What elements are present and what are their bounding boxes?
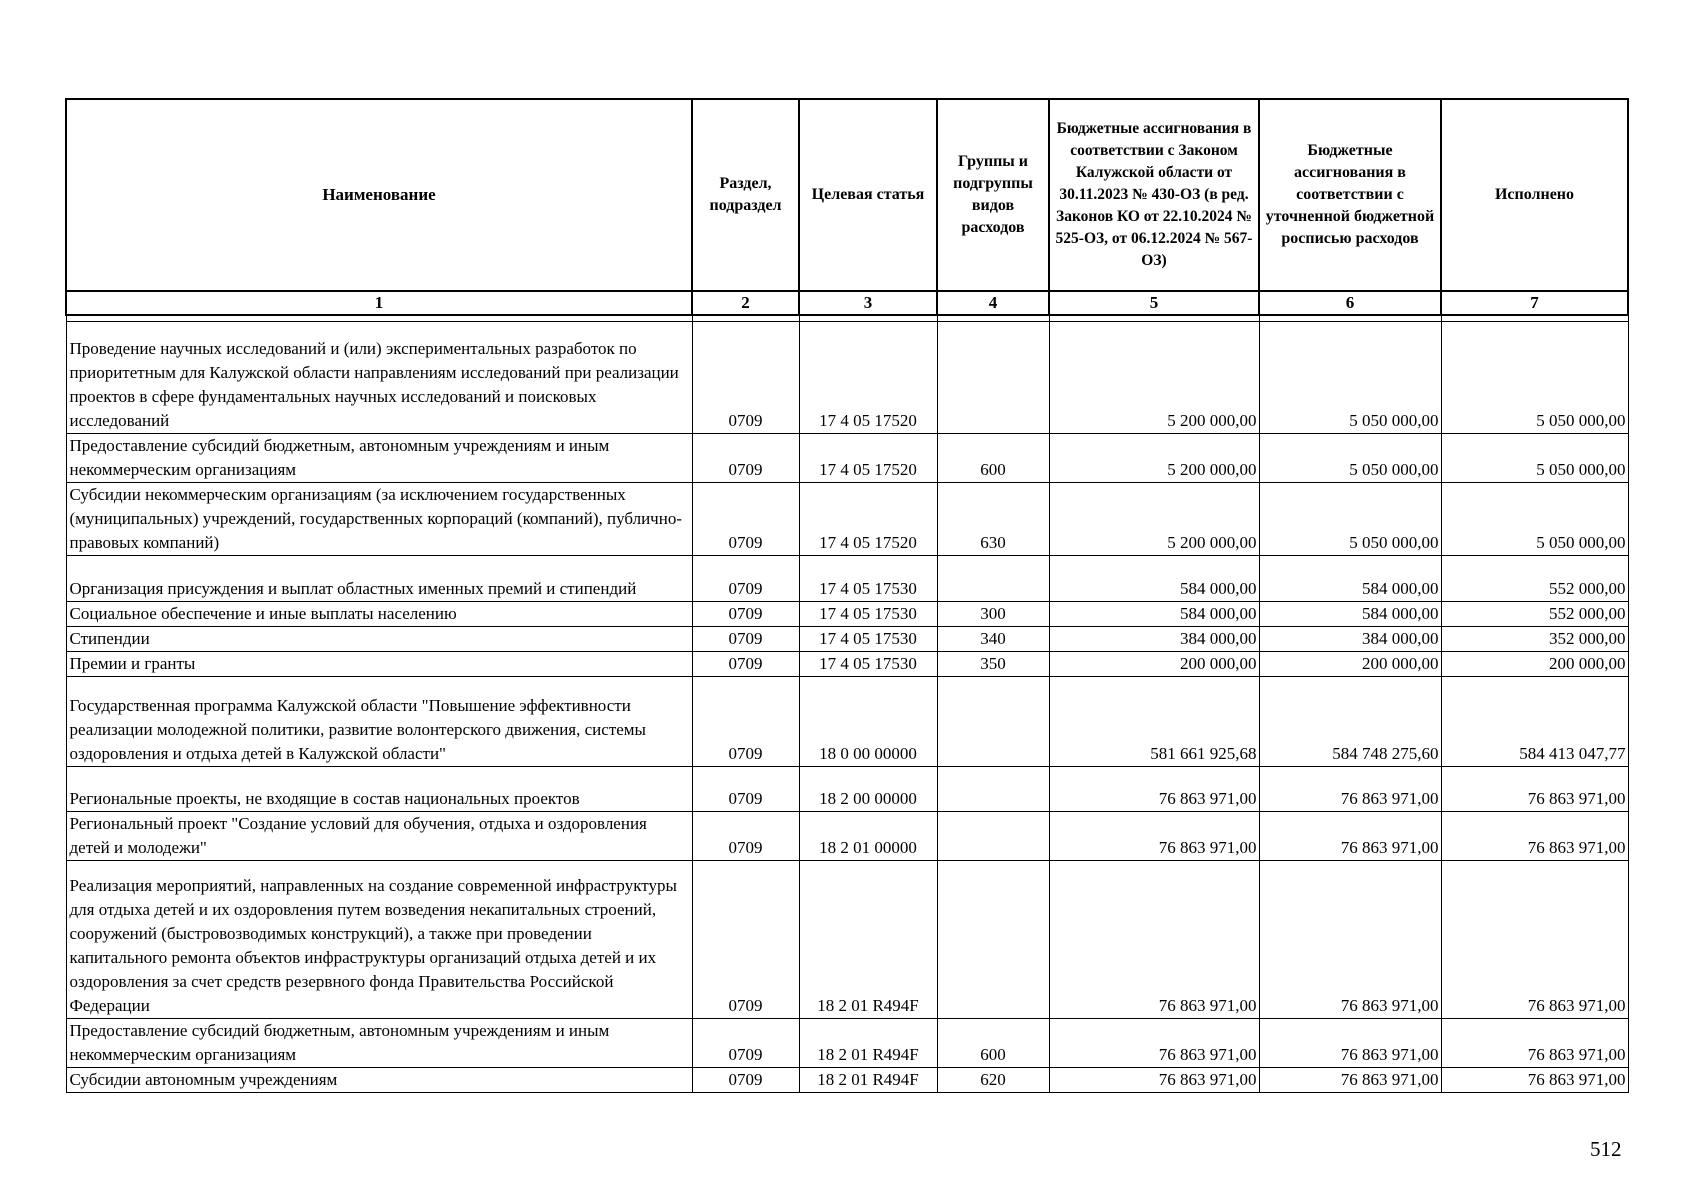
row-group (937, 861, 1049, 1019)
row-law-amount: 76 863 971,00 (1049, 1019, 1259, 1068)
row-law-amount: 200 000,00 (1049, 652, 1259, 677)
row-name: Реализация мероприятий, направленных на создание современной инфраструктуры для отдыха детей и их оздоровления путем возведения некапитальных строений, сооружений (быстровозводимых конструкций), а также при проведении капитального ремонта объектов инфраструктуры организаций отдыха детей и их оздоровления за счет средств резервного фонда Правительства Российской Федерации (66, 861, 692, 1019)
column-number: 6 (1259, 291, 1441, 315)
row-law-amount: 5 200 000,00 (1049, 434, 1259, 483)
row-target: 17 4 05 17520 (799, 434, 937, 483)
row-refined-amount: 76 863 971,00 (1259, 861, 1441, 1019)
row-law-amount: 76 863 971,00 (1049, 861, 1259, 1019)
row-executed-amount: 352 000,00 (1441, 627, 1628, 652)
column-number: 7 (1441, 291, 1628, 315)
row-group: 300 (937, 602, 1049, 627)
row-group (937, 322, 1049, 434)
table-row (66, 677, 1628, 767)
header-law: Бюджетные ассигнования в соответствии с Законом Калужской области от 30.11.2023 № 430-ОЗ (в ред. Законов КО от 22.10.2024 № 525-ОЗ, от 06.12.2024 № 567-ОЗ) (1049, 99, 1259, 291)
row-law-amount: 76 863 971,00 (1049, 767, 1259, 812)
table-row (66, 556, 1628, 602)
row-target: 17 4 05 17530 (799, 602, 937, 627)
header-executed: Исполнено (1441, 99, 1628, 291)
row-section: 0709 (692, 483, 799, 556)
row-name: Субсидии автономным учреждениям (66, 1068, 692, 1093)
row-section: 0709 (692, 1068, 799, 1093)
row-target: 18 2 01 00000 (799, 812, 937, 861)
table-row (66, 812, 1628, 861)
row-group (937, 556, 1049, 602)
row-name: Региональный проект "Создание условий для обучения, отдыха и оздоровления детей и молодежи" (66, 812, 692, 861)
row-executed-amount: 5 050 000,00 (1441, 434, 1628, 483)
budget-table (65, 98, 1629, 1093)
row-section: 0709 (692, 812, 799, 861)
row-section: 0709 (692, 602, 799, 627)
header-target: Целевая статья (799, 99, 937, 291)
row-law-amount: 76 863 971,00 (1049, 812, 1259, 861)
row-executed-amount: 552 000,00 (1441, 602, 1628, 627)
table-row (66, 1068, 1628, 1093)
table-row (66, 767, 1628, 812)
row-group (937, 677, 1049, 767)
row-name: Социальное обеспечение и иные выплаты населению (66, 602, 692, 627)
column-number: 2 (692, 291, 799, 315)
row-executed-amount: 76 863 971,00 (1441, 767, 1628, 812)
row-section: 0709 (692, 434, 799, 483)
row-group: 620 (937, 1068, 1049, 1093)
row-name: Предоставление субсидий бюджетным, автономным учреждениям и иным некоммерческим организациям (66, 1019, 692, 1068)
row-name: Проведение научных исследований и (или) экспериментальных разработок по приоритетным для Калужской области направлениям исследований при реализации проектов в сфере фундаментальных научных исследований и поисковых исследований (66, 322, 692, 434)
row-group: 600 (937, 1019, 1049, 1068)
table-row (66, 322, 1628, 434)
row-refined-amount: 584 000,00 (1259, 556, 1441, 602)
row-target: 18 0 00 00000 (799, 677, 937, 767)
row-refined-amount: 76 863 971,00 (1259, 812, 1441, 861)
header-section: Раздел, подраздел (692, 99, 799, 291)
row-law-amount: 581 661 925,68 (1049, 677, 1259, 767)
header-groups: Группы и подгруппы видов расходов (937, 99, 1049, 291)
row-name: Государственная программа Калужской области "Повышение эффективности реализации молодежной политики, развитие волонтерского движения, системы оздоровления и отдыха детей в Калужской области" (66, 677, 692, 767)
row-executed-amount: 5 050 000,00 (1441, 322, 1628, 434)
row-executed-amount: 584 413 047,77 (1441, 677, 1628, 767)
row-refined-amount: 384 000,00 (1259, 627, 1441, 652)
row-group: 340 (937, 627, 1049, 652)
row-executed-amount: 76 863 971,00 (1441, 1068, 1628, 1093)
column-numbers-row (66, 291, 1628, 315)
row-name: Субсидии некоммерческим организациям (за исключением государственных (муниципальных) учреждений, государственных корпораций (компаний), публично-правовых компаний) (66, 483, 692, 556)
row-group (937, 767, 1049, 812)
row-law-amount: 584 000,00 (1049, 556, 1259, 602)
column-number: 1 (66, 291, 692, 315)
row-name: Премии и гранты (66, 652, 692, 677)
row-executed-amount: 76 863 971,00 (1441, 861, 1628, 1019)
column-number: 4 (937, 291, 1049, 315)
row-target: 17 4 05 17520 (799, 483, 937, 556)
row-name: Предоставление субсидий бюджетным, автономным учреждениям и иным некоммерческим организациям (66, 434, 692, 483)
row-executed-amount: 552 000,00 (1441, 556, 1628, 602)
row-section: 0709 (692, 1019, 799, 1068)
row-target: 17 4 05 17530 (799, 556, 937, 602)
row-name: Региональные проекты, не входящие в состав национальных проектов (66, 767, 692, 812)
row-target: 18 2 01 R494F (799, 1019, 937, 1068)
table-header (66, 99, 1628, 315)
column-number: 5 (1049, 291, 1259, 315)
row-target: 17 4 05 17520 (799, 322, 937, 434)
row-law-amount: 384 000,00 (1049, 627, 1259, 652)
row-name: Стипендии (66, 627, 692, 652)
row-refined-amount: 584 748 275,60 (1259, 677, 1441, 767)
table-row (66, 652, 1628, 677)
row-refined-amount: 76 863 971,00 (1259, 1019, 1441, 1068)
table-row (66, 1019, 1628, 1068)
row-section: 0709 (692, 627, 799, 652)
header-name: Наименование (66, 99, 692, 291)
row-target: 17 4 05 17530 (799, 652, 937, 677)
row-refined-amount: 5 050 000,00 (1259, 434, 1441, 483)
row-target: 18 2 00 00000 (799, 767, 937, 812)
table-row (66, 861, 1628, 1019)
row-law-amount: 76 863 971,00 (1049, 1068, 1259, 1093)
column-number: 3 (799, 291, 937, 315)
row-refined-amount: 584 000,00 (1259, 602, 1441, 627)
row-refined-amount: 200 000,00 (1259, 652, 1441, 677)
table-row (66, 434, 1628, 483)
row-section: 0709 (692, 677, 799, 767)
table-row (66, 602, 1628, 627)
row-refined-amount: 5 050 000,00 (1259, 483, 1441, 556)
row-refined-amount: 5 050 000,00 (1259, 322, 1441, 434)
row-refined-amount: 76 863 971,00 (1259, 767, 1441, 812)
row-target: 18 2 01 R494F (799, 861, 937, 1019)
row-section: 0709 (692, 322, 799, 434)
row-group: 350 (937, 652, 1049, 677)
row-refined-amount: 76 863 971,00 (1259, 1068, 1441, 1093)
row-section: 0709 (692, 861, 799, 1019)
table-body (66, 315, 1628, 1093)
table-row (66, 483, 1628, 556)
row-target: 17 4 05 17530 (799, 627, 937, 652)
row-executed-amount: 200 000,00 (1441, 652, 1628, 677)
row-executed-amount: 5 050 000,00 (1441, 483, 1628, 556)
row-target: 18 2 01 R494F (799, 1068, 937, 1093)
row-executed-amount: 76 863 971,00 (1441, 1019, 1628, 1068)
row-group (937, 812, 1049, 861)
page-number: 512 (1590, 1137, 1622, 1161)
row-section: 0709 (692, 767, 799, 812)
row-group: 600 (937, 434, 1049, 483)
row-group: 630 (937, 483, 1049, 556)
row-law-amount: 5 200 000,00 (1049, 483, 1259, 556)
row-name: Организация присуждения и выплат областных именных премий и стипендий (66, 556, 692, 602)
row-section: 0709 (692, 652, 799, 677)
row-law-amount: 5 200 000,00 (1049, 322, 1259, 434)
row-law-amount: 584 000,00 (1049, 602, 1259, 627)
table-row (66, 627, 1628, 652)
header-refined: Бюджетные ассигнования в соответствии с уточненной бюджетной росписью расходов (1259, 99, 1441, 291)
row-section: 0709 (692, 556, 799, 602)
row-executed-amount: 76 863 971,00 (1441, 812, 1628, 861)
